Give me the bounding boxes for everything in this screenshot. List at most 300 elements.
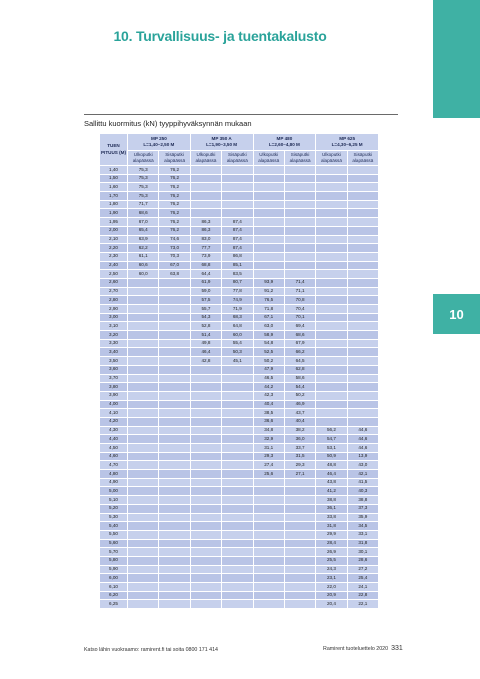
load-cell: 63,0	[254, 322, 284, 330]
row-length: 3,00	[100, 314, 127, 322]
row-length: 2,30	[100, 253, 127, 261]
load-cell	[348, 409, 378, 417]
load-cell	[285, 253, 315, 261]
load-cell	[316, 175, 346, 183]
row-length: 2,20	[100, 244, 127, 252]
load-cell	[128, 392, 158, 400]
row-length: 2,60	[100, 279, 127, 287]
load-cell	[222, 505, 252, 513]
load-cell	[222, 401, 252, 409]
row-length: 2,10	[100, 236, 127, 244]
load-cell	[285, 557, 315, 565]
load-cell	[222, 166, 252, 174]
load-cell	[222, 496, 252, 504]
load-cell: 41,5	[348, 479, 378, 487]
load-cell: 74,6	[159, 236, 189, 244]
load-cell: 28,6	[348, 557, 378, 565]
load-cell	[128, 322, 158, 330]
row-length: 4,20	[100, 418, 127, 426]
load-cell: 52,8	[191, 322, 221, 330]
group-name: MP 625	[339, 135, 355, 141]
load-cell: 55,4	[222, 340, 252, 348]
load-cell: 62,8	[285, 366, 315, 374]
row-length: 5,90	[100, 566, 127, 574]
load-cell	[191, 487, 221, 495]
row-length: 6,25	[100, 600, 127, 608]
row-length: 4,60	[100, 453, 127, 461]
load-cell: 36,6	[254, 418, 284, 426]
row-length: 3,40	[100, 348, 127, 356]
load-cell	[316, 418, 346, 426]
load-cell: 20,4	[316, 600, 346, 608]
load-cell: 38,8	[348, 496, 378, 504]
load-cell: 40,3	[348, 487, 378, 495]
load-cell: 27,1	[285, 470, 315, 478]
load-cell: 73,0	[159, 244, 189, 252]
sub-header-outer-tube: Ulkoputki alapäässä	[128, 151, 158, 165]
load-cell	[128, 435, 158, 443]
load-cell: 46,4	[316, 470, 346, 478]
load-cell: 83,5	[222, 270, 252, 278]
load-cell	[159, 548, 189, 556]
load-cell	[285, 548, 315, 556]
load-cell	[159, 540, 189, 548]
load-cell	[159, 574, 189, 582]
load-cell	[128, 427, 158, 435]
load-cell	[316, 340, 346, 348]
load-cell: 52,5	[254, 348, 284, 356]
load-cell	[159, 288, 189, 296]
load-cell	[222, 514, 252, 522]
load-cell	[191, 383, 221, 391]
load-cell: 70,8	[285, 296, 315, 304]
load-cell	[348, 209, 378, 217]
load-cell	[191, 600, 221, 608]
load-cell: 44,6	[348, 435, 378, 443]
load-cell	[348, 305, 378, 313]
table-row	[100, 409, 378, 417]
page-title: 10. Turvallisuus- ja tuentakalusto	[113, 28, 327, 44]
load-cell: 28,4	[316, 540, 346, 548]
load-cell	[128, 548, 158, 556]
load-cell	[285, 496, 315, 504]
load-cell: 65,4	[128, 227, 158, 235]
load-cell: 34,5	[348, 522, 378, 530]
load-cell	[316, 409, 346, 417]
load-cell	[191, 401, 221, 409]
load-cell: 25,4	[348, 574, 378, 582]
load-cell	[222, 600, 252, 608]
load-cell	[128, 592, 158, 600]
load-cell	[254, 209, 284, 217]
load-cell	[254, 270, 284, 278]
load-cell	[348, 236, 378, 244]
load-cell: 38,5	[254, 409, 284, 417]
load-cell: 86,3	[191, 218, 221, 226]
load-cell	[316, 236, 346, 244]
load-cell	[159, 583, 189, 591]
load-cell	[348, 314, 378, 322]
load-cell: 68,3	[222, 314, 252, 322]
load-cell: 53,1	[316, 444, 346, 452]
load-cell	[222, 540, 252, 548]
load-cell	[128, 557, 158, 565]
load-cell	[159, 331, 189, 339]
load-cell	[285, 262, 315, 270]
load-cell: 64,8	[222, 322, 252, 330]
row-length: 4,00	[100, 401, 127, 409]
table-row	[100, 279, 378, 287]
load-cell	[254, 192, 284, 200]
load-cell: 86,3	[191, 227, 221, 235]
row-length: 4,70	[100, 461, 127, 469]
load-cell	[254, 218, 284, 226]
load-cell	[191, 461, 221, 469]
load-cell	[348, 418, 378, 426]
load-cell: 42,8	[191, 357, 221, 365]
load-cell	[316, 270, 346, 278]
load-cell: 36,0	[285, 435, 315, 443]
load-cell	[285, 227, 315, 235]
chapter-number: 10	[449, 306, 464, 322]
load-cell	[128, 418, 158, 426]
table-row	[100, 253, 378, 261]
load-cell	[191, 409, 221, 417]
load-cell: 75,3	[128, 183, 158, 191]
row-length: 5,80	[100, 557, 127, 565]
row-length: 2,90	[100, 305, 127, 313]
load-cell: 63,8	[159, 270, 189, 278]
load-cell: 63,9	[128, 236, 158, 244]
load-cell: 93,9	[254, 279, 284, 287]
group-header	[128, 134, 190, 150]
load-cell: 71,7	[128, 201, 158, 209]
load-cell: 59,0	[191, 288, 221, 296]
row-length: 1,60	[100, 183, 127, 191]
load-cell	[348, 348, 378, 356]
load-cell: 43,8	[316, 479, 346, 487]
table-row	[100, 270, 378, 278]
load-cell: 87,4	[222, 244, 252, 252]
table-row	[100, 322, 378, 330]
load-cell	[159, 453, 189, 461]
load-cell: 45,1	[222, 357, 252, 365]
load-cell	[159, 470, 189, 478]
load-cell	[159, 348, 189, 356]
group-range: L=4,30–6,25 M	[331, 142, 363, 147]
table-row	[100, 236, 378, 244]
load-cell	[159, 522, 189, 530]
load-cell: 30,1	[348, 548, 378, 556]
load-cell	[285, 592, 315, 600]
load-cell	[254, 479, 284, 487]
load-cell: 38,8	[316, 496, 346, 504]
load-cell	[222, 201, 252, 209]
load-cell	[128, 296, 158, 304]
row-length: 1,95	[100, 218, 127, 226]
load-cell	[222, 183, 252, 191]
load-cell: 24,3	[316, 566, 346, 574]
load-cell	[128, 496, 158, 504]
load-cell	[316, 288, 346, 296]
load-cell	[159, 279, 189, 287]
load-cell	[285, 175, 315, 183]
load-cell	[254, 600, 284, 608]
load-cell	[159, 340, 189, 348]
table-row	[100, 453, 378, 461]
load-cell: 71,1	[285, 288, 315, 296]
table-row	[100, 514, 378, 522]
row-length: 3,30	[100, 340, 127, 348]
load-cell: 54,7	[316, 435, 346, 443]
load-cell	[191, 566, 221, 574]
group-range: L=1,40–2,50 M	[143, 142, 175, 147]
load-cell	[348, 279, 378, 287]
load-cell: 64,4	[191, 270, 221, 278]
load-cell	[128, 522, 158, 530]
load-cell: 74,9	[222, 296, 252, 304]
load-cell	[191, 505, 221, 513]
load-cell: 67,1	[254, 314, 284, 322]
load-cell	[159, 305, 189, 313]
load-cell	[159, 592, 189, 600]
group-name: MP 250	[151, 135, 167, 141]
load-cell	[254, 166, 284, 174]
table-row	[100, 357, 378, 365]
load-cell	[254, 253, 284, 261]
row-length: 1,80	[100, 201, 127, 209]
load-cell	[316, 357, 346, 365]
load-cell: 44,2	[254, 383, 284, 391]
table-row	[100, 227, 378, 235]
load-cell	[128, 409, 158, 417]
load-cell	[159, 435, 189, 443]
group-name: MP 350 A	[211, 135, 232, 141]
load-cell	[222, 375, 252, 383]
load-cell	[128, 479, 158, 487]
group-name: MP 480	[276, 135, 293, 141]
load-cell: 24,1	[348, 583, 378, 591]
footer-catalog-title: Ramirent tuoteluettelo 2020	[323, 646, 389, 652]
load-cell: 60,6	[128, 262, 158, 270]
table-row	[100, 183, 378, 191]
load-cell: 76,2	[159, 218, 189, 226]
sub-header-outer-tube: Ulkoputki alapäässä	[254, 151, 284, 165]
load-cell	[191, 548, 221, 556]
table-body	[100, 166, 378, 608]
table-row	[100, 401, 378, 409]
load-cell	[191, 366, 221, 374]
load-cell	[348, 201, 378, 209]
load-cell	[348, 357, 378, 365]
sub-header-outer-tube: Ulkoputki alapäässä	[316, 151, 346, 165]
load-cell	[222, 418, 252, 426]
load-cell: 77,7	[191, 244, 221, 252]
load-cell: 40,4	[254, 401, 284, 409]
load-cell: 73,9	[191, 253, 221, 261]
row-length: 4,40	[100, 435, 127, 443]
load-cell: 46,5	[254, 375, 284, 383]
load-cell	[285, 583, 315, 591]
sub-header-inner-tube: Sisäputki alapäässä	[159, 151, 189, 165]
load-cell: 38,2	[285, 427, 315, 435]
load-cell	[285, 270, 315, 278]
load-cell: 76,2	[159, 227, 189, 235]
load-cell: 76,2	[159, 192, 189, 200]
table-row	[100, 201, 378, 209]
load-cell	[348, 270, 378, 278]
load-cell	[191, 375, 221, 383]
load-cell	[159, 401, 189, 409]
load-cell	[159, 487, 189, 495]
load-cell	[191, 592, 221, 600]
load-cell	[159, 461, 189, 469]
load-cell	[191, 192, 221, 200]
load-cell	[254, 496, 284, 504]
group-header	[191, 134, 253, 150]
load-cell: 50,3	[222, 348, 252, 356]
load-cell: 37,3	[348, 505, 378, 513]
load-cell	[222, 435, 252, 443]
load-cell	[348, 218, 378, 226]
load-cell	[222, 557, 252, 565]
table-row	[100, 175, 378, 183]
load-cell: 69,4	[285, 322, 315, 330]
load-cell	[222, 479, 252, 487]
load-cell	[285, 201, 315, 209]
load-cell	[128, 487, 158, 495]
load-cell	[222, 531, 252, 539]
footer-contact: Katso lähin vuokraamo: ramirent.fi tai soita 0800 171 414	[84, 647, 218, 653]
group-header	[254, 134, 316, 150]
load-cell	[191, 496, 221, 504]
load-cell	[316, 183, 346, 191]
load-cell	[128, 453, 158, 461]
load-cell: 27,2	[348, 566, 378, 574]
load-cell: 29,3	[254, 453, 284, 461]
load-cell: 71,4	[285, 279, 315, 287]
row-length: 3,80	[100, 383, 127, 391]
load-cell: 44,6	[348, 444, 378, 452]
table-row	[100, 531, 378, 539]
table-row	[100, 192, 378, 200]
load-cell	[191, 201, 221, 209]
table-row	[100, 522, 378, 530]
load-cell	[159, 496, 189, 504]
load-cell: 68,6	[285, 331, 315, 339]
table-row	[100, 418, 378, 426]
load-cell: 71,8	[254, 305, 284, 313]
load-cell	[285, 487, 315, 495]
row-length: 2,80	[100, 296, 127, 304]
row-length: 1,40	[100, 166, 127, 174]
load-cell	[191, 166, 221, 174]
table-row	[100, 487, 378, 495]
load-cell	[191, 392, 221, 400]
row-length: 1,90	[100, 209, 127, 217]
load-cell	[348, 401, 378, 409]
table-row	[100, 592, 378, 600]
table-row	[100, 166, 378, 174]
load-cell	[128, 383, 158, 391]
load-cell	[285, 218, 315, 226]
load-cell	[159, 314, 189, 322]
load-cell	[128, 288, 158, 296]
load-cell: 29,9	[316, 531, 346, 539]
row-length: 4,50	[100, 444, 127, 452]
load-cell	[159, 600, 189, 608]
load-cell: 61,9	[191, 279, 221, 287]
load-cell: 13,9	[348, 453, 378, 461]
load-cell	[222, 409, 252, 417]
load-cell	[159, 531, 189, 539]
load-cell: 43,0	[348, 461, 378, 469]
row-length: 1,50	[100, 175, 127, 183]
load-cell: 57,5	[191, 296, 221, 304]
load-capacity-table	[99, 133, 379, 609]
load-cell	[348, 253, 378, 261]
load-cell: 76,2	[159, 183, 189, 191]
load-cell	[254, 487, 284, 495]
row-length: 3,70	[100, 375, 127, 383]
sub-header-inner-tube: Sisäputki alapäässä	[222, 151, 252, 165]
load-cell: 87,4	[222, 227, 252, 235]
page-number: 331	[391, 645, 403, 652]
row-length: 5,60	[100, 540, 127, 548]
load-cell: 61,1	[128, 253, 158, 261]
length-column-header: TUEN PITUUS (M)	[100, 134, 127, 165]
table-row	[100, 288, 378, 296]
row-length: 2,40	[100, 262, 127, 270]
load-cell: 76,5	[254, 296, 284, 304]
row-length: 5,50	[100, 531, 127, 539]
load-cell: 33,8	[316, 514, 346, 522]
load-cell	[128, 583, 158, 591]
row-length: 4,80	[100, 470, 127, 478]
chapter-side-tab	[433, 0, 480, 679]
load-cell: 83,0	[191, 236, 221, 244]
load-cell	[348, 244, 378, 252]
load-cell	[285, 531, 315, 539]
load-cell	[285, 522, 315, 530]
load-cell: 46,4	[191, 348, 221, 356]
load-cell: 80,7	[222, 279, 252, 287]
load-cell	[159, 383, 189, 391]
load-cell: 75,3	[128, 192, 158, 200]
load-cell: 70,4	[285, 305, 315, 313]
load-cell	[254, 548, 284, 556]
load-cell	[191, 514, 221, 522]
load-cell	[285, 566, 315, 574]
chapter-number-tab[interactable]	[433, 294, 480, 334]
load-cell	[128, 348, 158, 356]
row-length: 5,00	[100, 487, 127, 495]
load-cell	[254, 557, 284, 565]
load-cell: 62,2	[128, 244, 158, 252]
load-cell	[348, 366, 378, 374]
load-cell	[222, 574, 252, 582]
load-cell: 42,3	[254, 392, 284, 400]
load-cell: 67,0	[159, 262, 189, 270]
load-cell	[316, 192, 346, 200]
load-cell	[348, 296, 378, 304]
row-length: 4,10	[100, 409, 127, 417]
load-cell: 70,3	[159, 253, 189, 261]
table-caption: Sallittu kuormitus (kN) tyyppihyväksynnän mukaan	[84, 119, 252, 128]
load-cell	[159, 409, 189, 417]
load-cell	[285, 166, 315, 174]
load-cell: 67,9	[285, 340, 315, 348]
